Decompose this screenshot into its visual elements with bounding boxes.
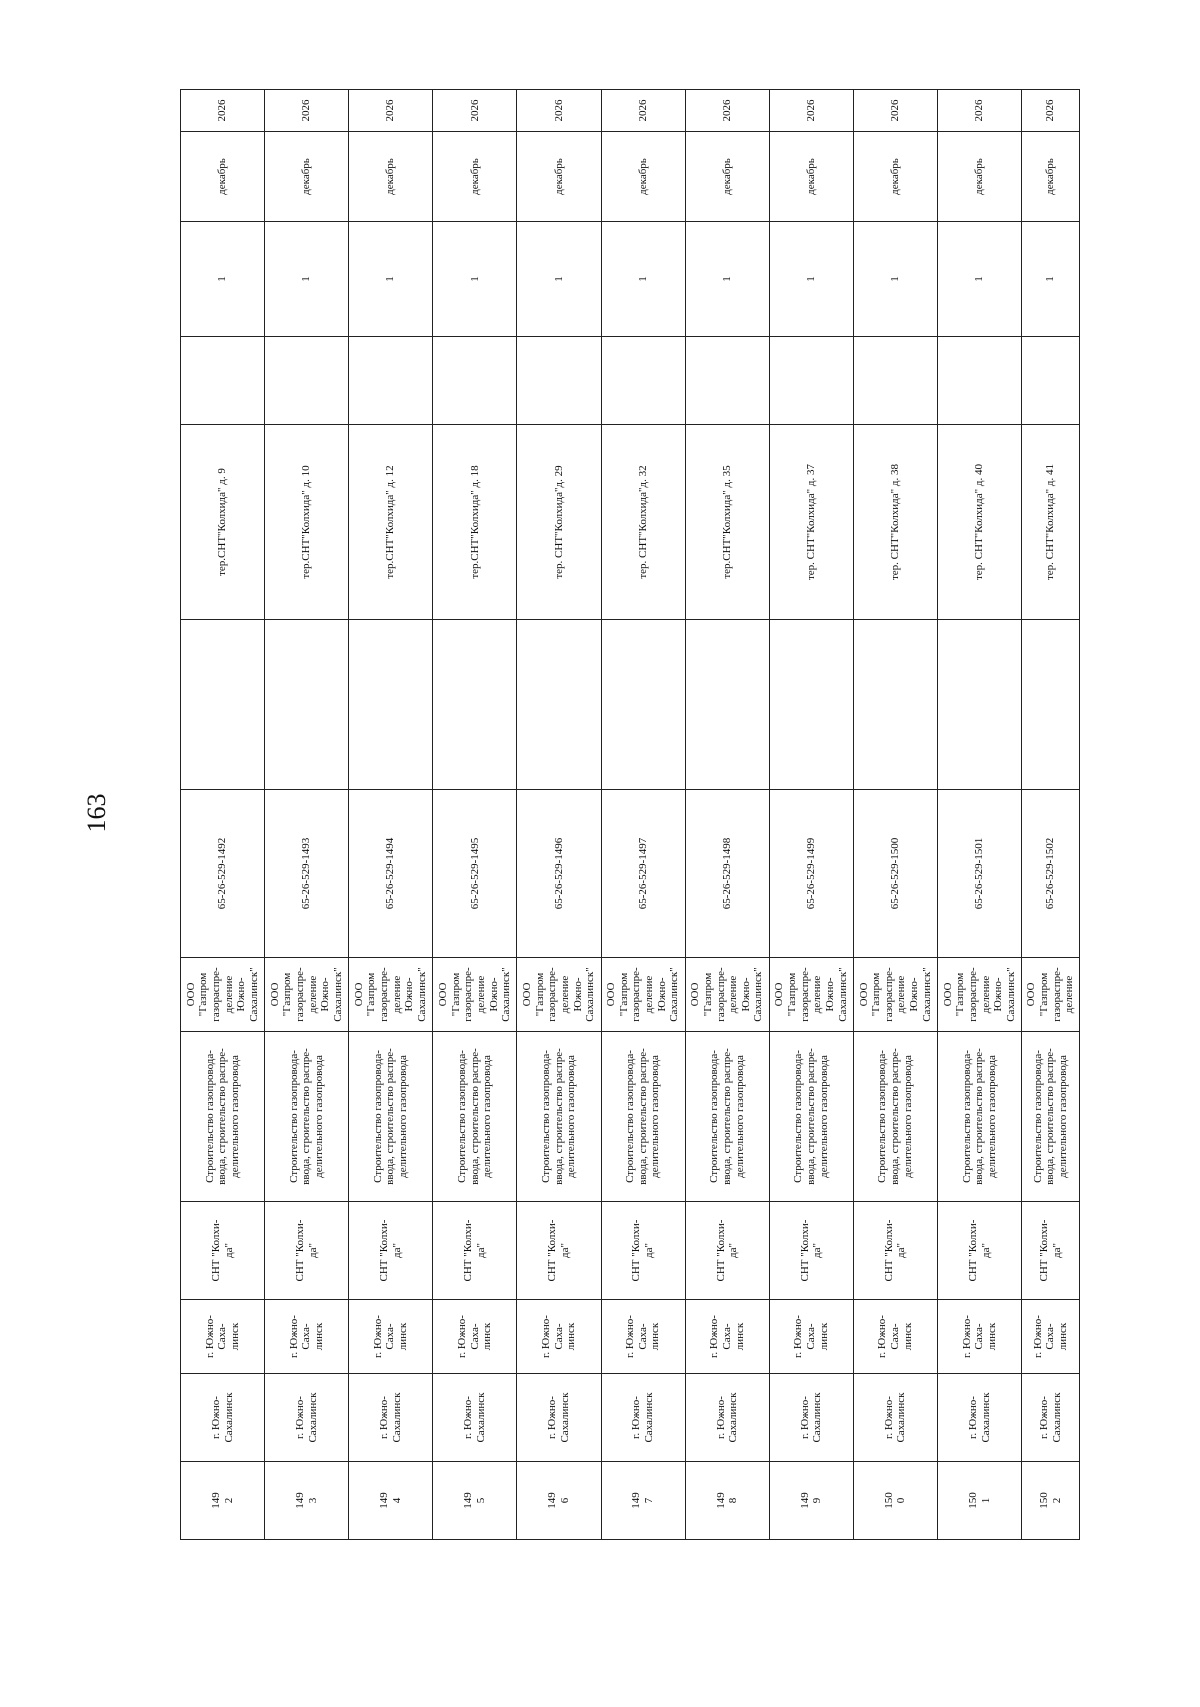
address-cell: тер.СНТ"Колхида" д. 18 — [433, 425, 517, 620]
city-cell: г. Южно- Сахалинск — [853, 1374, 937, 1462]
row-number-cell: 150 0 — [853, 1462, 937, 1540]
object-code-cell: 65-26-529-1495 — [433, 790, 517, 958]
row-number-cell: 149 8 — [685, 1462, 769, 1540]
snt-cell: СНТ "Колхи- да" — [1022, 1202, 1080, 1300]
work-description-cell: Строительство газопровода- ввода, строительство распре- делительного газопровода — [265, 1032, 349, 1202]
work-description-cell: Строительство газопровода- ввода, строительство распре- делительного газопровода — [1022, 1032, 1080, 1202]
organization-cell: ООО "Газпром газораспре- деление Южно- Сахалинск" — [181, 958, 265, 1032]
row-number-cell: 149 6 — [517, 1462, 601, 1540]
quantity-cell: 1 — [265, 222, 349, 337]
work-description-cell: Строительство газопровода- ввода, строительство распре- делительного газопровода — [769, 1032, 853, 1202]
organization-cell: ООО "Газпром газораспре- деление Южно- Сахалинск" — [517, 958, 601, 1032]
district-cell: г. Южно- Саха- линск — [517, 1300, 601, 1374]
year-cell: 2026 — [433, 90, 517, 132]
blank-cell — [601, 620, 685, 790]
object-code-cell: 65-26-529-1496 — [517, 790, 601, 958]
blank-cell — [433, 337, 517, 425]
district-cell: г. Южно- Саха- линск — [685, 1300, 769, 1374]
quantity-cell: 1 — [349, 222, 433, 337]
table-row — [433, 90, 517, 1540]
snt-cell: СНТ "Колхи- да" — [769, 1202, 853, 1300]
district-cell: г. Южно- Саха- линск — [601, 1300, 685, 1374]
year-cell: 2026 — [685, 90, 769, 132]
city-cell: г. Южно- Сахалинск — [685, 1374, 769, 1462]
blank-cell — [937, 337, 1021, 425]
object-code-cell: 65-26-529-1493 — [265, 790, 349, 958]
city-cell: г. Южно- Сахалинск — [517, 1374, 601, 1462]
work-description-cell: Строительство газопровода- ввода, строительство распре- делительного газопровода — [433, 1032, 517, 1202]
snt-cell: СНТ "Колхи- да" — [853, 1202, 937, 1300]
work-description-cell: Строительство газопровода- ввода, строительство распре- делительного газопровода — [517, 1032, 601, 1202]
district-cell: г. Южно- Саха- линск — [853, 1300, 937, 1374]
blank-cell — [769, 337, 853, 425]
row-number-cell: 149 9 — [769, 1462, 853, 1540]
address-cell: тер.СНТ"Колхида" д. 35 — [685, 425, 769, 620]
object-code-cell: 65-26-529-1502 — [1022, 790, 1080, 958]
object-code-cell: 65-26-529-1492 — [181, 790, 265, 958]
year-cell: 2026 — [517, 90, 601, 132]
month-cell: декабрь — [1022, 132, 1080, 222]
year-cell: 2026 — [349, 90, 433, 132]
address-cell: тер.СНТ"Колхида" д. 10 — [265, 425, 349, 620]
snt-cell: СНТ "Колхи- да" — [349, 1202, 433, 1300]
work-description-cell: Строительство газопровода- ввода, строительство распре- делительного газопровода — [349, 1032, 433, 1202]
month-cell: декабрь — [181, 132, 265, 222]
quantity-cell: 1 — [769, 222, 853, 337]
blank-cell — [517, 337, 601, 425]
blank-cell — [1022, 337, 1080, 425]
row-number-cell: 150 2 — [1022, 1462, 1080, 1540]
city-cell: г. Южно- Сахалинск — [601, 1374, 685, 1462]
snt-cell: СНТ "Колхи- да" — [181, 1202, 265, 1300]
address-cell: тер. СНТ"Колхида" д. 40 — [937, 425, 1021, 620]
organization-cell: ООО "Газпром газораспре- деление Южно- Сахалинск" — [685, 958, 769, 1032]
organization-cell: ООО "Газпром газораспре- деление Южно- Сахалинск" — [937, 958, 1021, 1032]
work-description-cell: Строительство газопровода- ввода, строительство распре- делительного газопровода — [181, 1032, 265, 1202]
year-cell: 2026 — [853, 90, 937, 132]
blank-cell — [181, 620, 265, 790]
district-cell: г. Южно- Саха- линск — [1022, 1300, 1080, 1374]
table-row — [181, 90, 265, 1540]
blank-cell — [601, 337, 685, 425]
address-cell: тер. СНТ"Колхида"д. 29 — [517, 425, 601, 620]
organization-cell: ООО "Газпром газораспре- деление — [1022, 958, 1080, 1032]
row-number-cell: 149 7 — [601, 1462, 685, 1540]
row-number-cell: 149 4 — [349, 1462, 433, 1540]
blank-cell — [433, 620, 517, 790]
quantity-cell: 1 — [685, 222, 769, 337]
quantity-cell: 1 — [433, 222, 517, 337]
blank-cell — [853, 620, 937, 790]
row-number-cell: 149 3 — [265, 1462, 349, 1540]
blank-cell — [265, 337, 349, 425]
work-description-cell: Строительство газопровода- ввода, строительство распре- делительного газопровода — [685, 1032, 769, 1202]
district-cell: г. Южно- Саха- линск — [769, 1300, 853, 1374]
year-cell: 2026 — [769, 90, 853, 132]
snt-cell: СНТ "Колхи- да" — [265, 1202, 349, 1300]
address-cell: тер. СНТ"Колхида" д. 41 — [1022, 425, 1080, 620]
table-body — [181, 90, 1080, 1540]
city-cell: г. Южно- Сахалинск — [349, 1374, 433, 1462]
month-cell: декабрь — [685, 132, 769, 222]
blank-cell — [349, 620, 433, 790]
quantity-cell: 1 — [517, 222, 601, 337]
snt-cell: СНТ "Колхи- да" — [601, 1202, 685, 1300]
city-cell: г. Южно- Сахалинск — [769, 1374, 853, 1462]
blank-cell — [853, 337, 937, 425]
rotated-table-container — [180, 90, 1080, 1540]
district-cell: г. Южно- Саха- линск — [937, 1300, 1021, 1374]
row-number-cell: 150 1 — [937, 1462, 1021, 1540]
organization-cell: ООО "Газпром газораспре- деление Южно- Сахалинск" — [853, 958, 937, 1032]
table-row — [937, 90, 1021, 1540]
table-row — [349, 90, 433, 1540]
snt-cell: СНТ "Колхи- да" — [937, 1202, 1021, 1300]
blank-cell — [769, 620, 853, 790]
row-number-cell: 149 2 — [181, 1462, 265, 1540]
table-row — [853, 90, 937, 1540]
work-description-cell: Строительство газопровода- ввода, строительство распре- делительного газопровода — [937, 1032, 1021, 1202]
month-cell: декабрь — [601, 132, 685, 222]
object-code-cell: 65-26-529-1497 — [601, 790, 685, 958]
table-row — [685, 90, 769, 1540]
address-cell: тер. СНТ"Колхида"д. 32 — [601, 425, 685, 620]
city-cell: г. Южно- Сахалинск — [937, 1374, 1021, 1462]
month-cell: декабрь — [349, 132, 433, 222]
address-cell: тер. СНТ"Колхида" д. 37 — [769, 425, 853, 620]
blank-cell — [685, 620, 769, 790]
table-row — [517, 90, 601, 1540]
work-description-cell: Строительство газопровода- ввода, строительство распре- делительного газопровода — [853, 1032, 937, 1202]
year-cell: 2026 — [601, 90, 685, 132]
month-cell: декабрь — [265, 132, 349, 222]
district-cell: г. Южно- Саха- линск — [181, 1300, 265, 1374]
gasification-table — [180, 89, 1080, 1540]
blank-cell — [517, 620, 601, 790]
month-cell: декабрь — [937, 132, 1021, 222]
blank-cell — [937, 620, 1021, 790]
object-code-cell: 65-26-529-1498 — [685, 790, 769, 958]
table-wrapper — [180, 90, 1200, 1509]
row-number-cell: 149 5 — [433, 1462, 517, 1540]
quantity-cell: 1 — [601, 222, 685, 337]
blank-cell — [265, 620, 349, 790]
object-code-cell: 65-26-529-1501 — [937, 790, 1021, 958]
city-cell: г. Южно- Сахалинск — [265, 1374, 349, 1462]
quantity-cell: 1 — [853, 222, 937, 337]
organization-cell: ООО "Газпром газораспре- деление Южно- Сахалинск" — [265, 958, 349, 1032]
address-cell: тер.СНТ"Колхида" д. 12 — [349, 425, 433, 620]
district-cell: г. Южно- Саха- линск — [349, 1300, 433, 1374]
quantity-cell: 1 — [937, 222, 1021, 337]
blank-cell — [685, 337, 769, 425]
district-cell: г. Южно- Саха- линск — [433, 1300, 517, 1374]
work-description-cell: Строительство газопровода- ввода, строительство распре- делительного газопровода — [601, 1032, 685, 1202]
organization-cell: ООО "Газпром газораспре- деление Южно- Сахалинск" — [769, 958, 853, 1032]
organization-cell: ООО "Газпром газораспре- деление Южно- Сахалинск" — [349, 958, 433, 1032]
table-row — [601, 90, 685, 1540]
object-code-cell: 65-26-529-1499 — [769, 790, 853, 958]
blank-cell — [181, 337, 265, 425]
city-cell: г. Южно- Сахалинск — [433, 1374, 517, 1462]
month-cell: декабрь — [853, 132, 937, 222]
quantity-cell: 1 — [1022, 222, 1080, 337]
organization-cell: ООО "Газпром газораспре- деление Южно- Сахалинск" — [433, 958, 517, 1032]
district-cell: г. Южно- Саха- линск — [265, 1300, 349, 1374]
table-row — [769, 90, 853, 1540]
city-cell: г. Южно- Сахалинск — [1022, 1374, 1080, 1462]
organization-cell: ООО "Газпром газораспре- деление Южно- Сахалинск" — [601, 958, 685, 1032]
year-cell: 2026 — [265, 90, 349, 132]
table-row — [265, 90, 349, 1540]
year-cell: 2026 — [181, 90, 265, 132]
object-code-cell: 65-26-529-1494 — [349, 790, 433, 958]
blank-cell — [1022, 620, 1080, 790]
snt-cell: СНТ "Колхи- да" — [433, 1202, 517, 1300]
month-cell: декабрь — [769, 132, 853, 222]
year-cell: 2026 — [1022, 90, 1080, 132]
year-cell: 2026 — [937, 90, 1021, 132]
month-cell: декабрь — [433, 132, 517, 222]
snt-cell: СНТ "Колхи- да" — [685, 1202, 769, 1300]
snt-cell: СНТ "Колхи- да" — [517, 1202, 601, 1300]
address-cell: тер. СНТ"Колхида" д. 38 — [853, 425, 937, 620]
city-cell: г. Южно- Сахалинск — [181, 1374, 265, 1462]
quantity-cell: 1 — [181, 222, 265, 337]
month-cell: декабрь — [517, 132, 601, 222]
blank-cell — [349, 337, 433, 425]
object-code-cell: 65-26-529-1500 — [853, 790, 937, 958]
address-cell: тер.СНТ"Колхида" д. 9 — [181, 425, 265, 620]
table-row — [1022, 90, 1080, 1540]
page-number: 163 — [82, 793, 111, 833]
